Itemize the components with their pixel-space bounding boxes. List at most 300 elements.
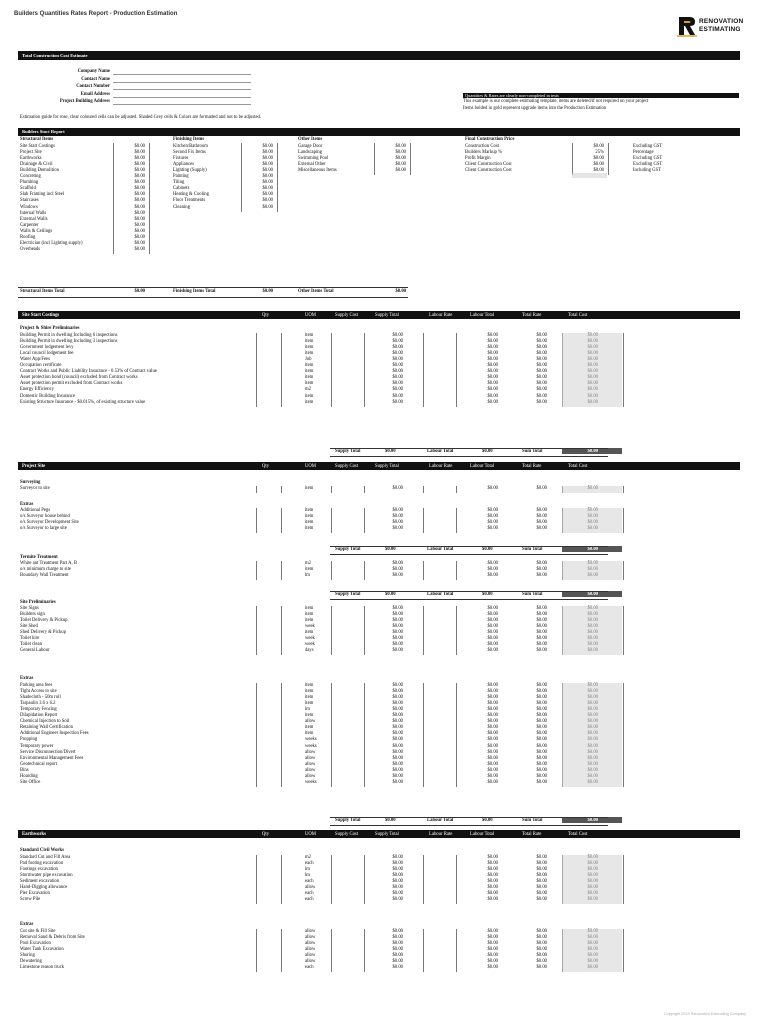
shaded-col [562,486,622,493]
summary-value[interactable]: $0.00 [134,144,145,149]
input-col[interactable] [331,683,365,787]
col-head-total_rate: Total Rate [522,312,542,318]
line-item: Shoring [20,953,35,959]
input-col[interactable] [423,683,457,787]
labour-total: $0.00 [487,935,498,941]
supply-total: $0.00 [392,737,403,743]
col-head-total_cost: Total Cost [568,312,588,318]
summary-value[interactable]: $0.00 [134,156,145,162]
line-uom[interactable]: days [305,648,314,654]
group-label: Termite Treatment [20,555,58,560]
total-rate: $0.00 [536,749,547,755]
line-uom[interactable]: allow [305,941,316,947]
sum-total-label: Sum Total [522,449,543,454]
summary-value[interactable]: $0.00 [134,174,145,180]
summary-value[interactable]: $0.00 [134,246,145,252]
client-field-input[interactable] [113,89,251,90]
labour-total: $0.00 [487,387,498,393]
line-item: Boundary Wall Treatment [20,573,69,579]
input-col[interactable] [256,561,282,580]
totals-row [330,448,608,457]
line-uom[interactable]: item [305,399,314,405]
total-rate: $0.00 [536,561,547,566]
line-uom[interactable]: item [305,333,314,338]
labour-total: $0.00 [487,381,498,387]
input-col[interactable] [331,929,365,972]
supply-total: $0.00 [392,743,403,749]
summary-value[interactable]: $0.00 [262,156,273,162]
col-head-qty: Qty [262,831,270,837]
summary-item: Plumbing [20,180,39,186]
line-uom[interactable]: each [305,897,314,903]
summary-value[interactable]: $0.00 [395,168,406,174]
supply-total: $0.00 [392,648,403,654]
line-item: Pool Excavation [20,941,51,947]
line-item: Standard Cut and Fill Area [20,855,71,860]
final-note: Excluding GST [633,156,663,162]
summary-value[interactable]: $0.00 [262,204,273,210]
summary-value[interactable]: $0.00 [262,144,273,149]
line-item: Energy Efficiency [20,387,55,393]
summary-value[interactable]: $0.00 [134,180,145,186]
supply-total: $0.00 [392,725,403,731]
col-head-total_cost: Total Cost [568,463,588,469]
supply-total: $0.00 [392,947,403,953]
total-rate: $0.00 [536,339,547,345]
col-head-uom: UOM [305,463,316,469]
supply-total-label: Supply Total [335,547,361,552]
supply-total: $0.00 [392,683,403,688]
col-head-qty: Qty [262,463,270,469]
line-uom[interactable]: item [305,486,314,491]
summary-value[interactable]: $0.00 [134,240,145,246]
input-col[interactable] [256,929,282,972]
client-field-input[interactable] [113,97,251,98]
summary-value[interactable]: $0.00 [593,168,604,174]
summary-item: Walls & Ceilings [20,228,53,234]
group-label: Extras [20,676,34,681]
sum-total-value: $0.00 [587,592,598,597]
supply-total-value: $0.00 [385,818,396,823]
labour-total: $0.00 [487,561,498,566]
line-uom[interactable]: item [305,630,314,636]
line-item: Site Office [20,779,41,785]
line-uom[interactable]: allow [305,749,316,755]
line-uom[interactable]: allow [305,959,316,965]
supply-total: $0.00 [392,929,403,934]
summary-value[interactable]: $0.00 [262,186,273,192]
input-col[interactable] [331,855,365,904]
line-uom[interactable]: item [305,725,314,731]
labour-total: $0.00 [487,526,498,532]
line-uom[interactable]: m2 [305,855,311,860]
line-uom[interactable]: item [305,731,314,737]
client-field-input[interactable] [113,82,251,83]
line-uom[interactable]: each [305,891,314,897]
total-rate: $0.00 [536,612,547,618]
total-rate: $0.00 [536,636,547,642]
labour-total: $0.00 [487,713,498,719]
line-uom[interactable]: item [305,514,314,520]
total-rate: $0.00 [536,773,547,779]
col-head-supply_cost: Supply Cost [335,463,359,469]
line-uom[interactable]: item [305,363,314,369]
input-col[interactable] [423,486,457,493]
supply-total: $0.00 [392,387,403,393]
line-uom[interactable]: item [305,567,314,573]
line-uom[interactable]: item [305,393,314,399]
value-box [113,143,150,254]
shaded-col [562,683,622,787]
line-item: Surveyor to site [20,486,50,491]
summary-item: Cabinets [173,186,190,192]
section-title: Earthworks [22,831,46,837]
total-rate: $0.00 [536,624,547,630]
line-uom[interactable]: item [305,381,314,387]
line-uom[interactable]: allow [305,953,316,959]
line-item: Existing Structure Insurance - $0.015%, of existing structure value [20,399,146,405]
input-col[interactable] [423,561,457,580]
col-head-qty: Qty [262,312,270,318]
line-uom[interactable]: m2 [305,387,311,393]
summary-value[interactable]: $0.00 [262,150,273,156]
summary-item: Appliances [173,162,195,168]
col-head-labour_rate: Labour Rate [429,463,453,469]
shaded-col [562,855,622,904]
input-col[interactable] [256,486,282,493]
summary-value[interactable]: $0.00 [262,180,273,186]
total-rate: $0.00 [536,941,547,947]
line-uom[interactable]: item [305,689,314,695]
total-rate: $0.00 [536,369,547,375]
section-title: Project Site [22,463,46,469]
labour-total: $0.00 [487,725,498,731]
value-box [374,143,411,175]
labour-total: $0.00 [487,755,498,761]
line-uom[interactable]: item [305,520,314,526]
input-col[interactable] [331,333,365,407]
summary-item: Staircases [20,198,39,204]
value-box [572,143,609,175]
total-rate: $0.00 [536,333,547,338]
line-uom[interactable]: item [305,508,314,513]
client-field-input[interactable] [113,74,251,75]
summary-value[interactable]: $0.00 [593,144,604,149]
summary-value[interactable]: $0.00 [134,186,145,192]
labour-total: $0.00 [487,767,498,773]
line-uom[interactable]: weeks [305,737,317,743]
line-uom[interactable]: item [305,701,314,707]
labour-total: $0.00 [487,683,498,688]
final-note: Percentage [633,150,654,156]
labour-total: $0.00 [487,731,498,737]
summary-bar: Builders Stoct Report [18,128,740,136]
total-rate: $0.00 [536,573,547,579]
summary-value[interactable]: $0.00 [134,192,145,198]
supply-total: $0.00 [392,339,403,345]
line-item: Pier Excavation [20,891,50,897]
client-field-input[interactable] [113,104,251,105]
summary-value[interactable]: $0.00 [134,204,145,210]
summary-item: Concreting [20,174,41,180]
sum-total-label: Sum Total [522,547,543,552]
total-rate: $0.00 [536,767,547,773]
supply-total: $0.00 [392,369,403,375]
summary-item: Tiling [173,180,185,186]
input-col[interactable] [423,333,457,407]
sum-total-value: $0.00 [587,547,598,552]
line-uom[interactable]: item [305,695,314,701]
labour-total: $0.00 [487,689,498,695]
line-uom[interactable]: item [305,713,314,719]
line-uom[interactable]: each [305,965,314,971]
line-uom[interactable]: item [305,345,314,351]
line-uom[interactable]: item [305,683,314,688]
total-rate: $0.00 [536,689,547,695]
summary-value[interactable]: $0.00 [262,174,273,180]
line-item: Environmental Management Fees [20,755,84,761]
labour-total: $0.00 [487,636,498,642]
summary-item: Electrician (incl Lighting supply) [20,240,83,246]
supply-total: $0.00 [392,713,403,719]
total-rate: $0.00 [536,351,547,357]
shaded-col [562,508,622,533]
summary-value[interactable]: $0.00 [395,144,406,149]
line-item: Building Permit in dwelling Including 3 inspections [20,339,118,345]
summary-value[interactable]: $0.00 [134,198,145,204]
client-field-label: Contact Number [76,84,110,90]
sum-total-label: Sum Total [522,592,543,597]
line-uom[interactable]: allow [305,767,316,773]
col-head-supply_total: Supply Total [375,312,399,318]
summary-value[interactable]: $0.00 [395,150,406,156]
shaded-col [562,561,622,580]
summary-value[interactable]: $0.00 [262,192,273,198]
totals-row [330,817,608,826]
summary-value[interactable]: $0.00 [395,162,406,168]
summary-item: Site Start Costings [20,144,55,149]
summary-value[interactable]: $0.00 [593,162,604,168]
input-col[interactable] [256,508,282,533]
summary-value[interactable]: $0.00 [262,168,273,174]
input-col[interactable] [331,606,365,655]
labour-total-label: Labour Total [427,818,454,823]
notice-text2: Items bolded in gold represent upgrade items into the Production Estimation [463,106,607,111]
summary-item: Client Construction Cost [465,162,512,168]
summary-value[interactable]: $0.00 [134,150,145,156]
sum-total-label: Sum Total [522,818,543,823]
line-uom[interactable]: item [305,375,314,381]
labour-total: $0.00 [487,861,498,867]
line-uom[interactable]: m2 [305,561,311,566]
summary-value[interactable]: $0.00 [134,216,145,222]
summary-value[interactable]: $0.00 [134,210,145,216]
summary-item: Internal Walls [20,210,47,216]
line-uom[interactable]: item [305,612,314,618]
total-rate: $0.00 [536,357,547,363]
summary-value[interactable]: $0.00 [134,162,145,168]
shaded-col [562,929,622,972]
labour-total: $0.00 [487,873,498,879]
line-uom[interactable]: allow [305,935,316,941]
shaded-col [562,606,622,655]
labour-total: $0.00 [487,953,498,959]
supply-total: $0.00 [392,612,403,618]
summary-item: Overheads [20,246,41,252]
summary-value[interactable]: $0.00 [262,198,273,204]
supply-total: $0.00 [392,719,403,725]
group-label: Surveying [20,480,41,485]
summary-col-head: Structural Items [20,137,54,142]
total-rate: $0.00 [536,731,547,737]
line-item: o/s Surveyor Development Site [20,520,79,526]
total-rate: $0.00 [536,508,547,513]
supply-total: $0.00 [392,701,403,707]
line-item: Tight Access to site [20,689,57,695]
logo [676,14,746,40]
summary-value[interactable]: $0.00 [134,234,145,240]
summary-total-label: Structural Items Total [20,289,65,294]
col-head-labour_rate: Labour Rate [429,831,453,837]
supply-total: $0.00 [392,573,403,579]
summary-value[interactable]: $0.00 [134,168,145,174]
line-uom[interactable]: item [305,606,314,611]
input-col[interactable] [256,683,282,787]
input-col[interactable] [423,606,457,655]
supply-total: $0.00 [392,855,403,860]
line-uom[interactable]: allow [305,947,316,953]
logo-mark-icon [676,14,698,38]
line-uom[interactable]: allow [305,773,316,779]
line-uom[interactable]: item [305,526,314,532]
summary-item: Floor Treatments [173,198,206,204]
labour-total: $0.00 [487,357,498,363]
line-item: Removal Sand & Debris from Site [20,935,85,941]
line-item: Local council lodgement fee [20,351,74,357]
final-note: Including GST [633,168,661,174]
line-item: Contract Works and Public Liability Insurance - 0.53% of Contract value [20,369,157,375]
summary-value[interactable]: $0.00 [134,222,145,228]
labour-total: $0.00 [487,642,498,648]
line-item: Temporary power [20,743,54,749]
labour-total: $0.00 [487,630,498,636]
line-uom[interactable]: week [305,624,315,630]
supply-total: $0.00 [392,873,403,879]
line-uom[interactable]: week [305,642,315,648]
labour-total: $0.00 [487,375,498,381]
line-uom[interactable]: item [305,369,314,375]
labour-total-label: Labour Total [427,592,454,597]
labour-total: $0.00 [487,612,498,618]
col-head-uom: UOM [305,831,316,837]
line-uom[interactable]: allow [305,719,316,725]
line-uom[interactable]: each [305,861,314,867]
line-item: Toilet hire [20,636,40,642]
line-uom[interactable]: Job [305,357,312,363]
input-col[interactable] [331,508,365,533]
line-item: Toilet clean [20,642,42,648]
total-rate: $0.00 [536,606,547,611]
summary-total-value: $0.00 [395,289,406,294]
line-uom[interactable]: lm [305,573,310,579]
summary-value[interactable]: 25% [595,150,604,156]
total-rate: $0.00 [536,879,547,885]
line-uom[interactable]: item [305,351,314,357]
col-head-supply_cost: Supply Cost [335,831,359,837]
supply-total: $0.00 [392,959,403,965]
input-col[interactable] [331,561,365,580]
line-uom[interactable]: item [305,339,314,345]
input-col[interactable] [256,333,282,407]
line-uom[interactable]: item [305,618,314,624]
col-head-total_rate: Total Rate [522,831,542,837]
summary-col-head: Final Construction Price [465,137,515,142]
line-uom[interactable]: weeks [305,779,317,785]
line-item: Pad footing excavation [20,861,64,867]
line-item: Sediment excavation [20,879,60,885]
line-uom[interactable]: lm [305,873,310,879]
supply-total: $0.00 [392,731,403,737]
supply-total: $0.00 [392,351,403,357]
input-col[interactable] [331,486,365,493]
summary-item: Client Construction Cost [465,168,512,174]
labour-total: $0.00 [487,855,498,860]
group-label: Extras [20,922,34,927]
total-rate: $0.00 [536,630,547,636]
summary-item: Construction Cost [465,144,499,149]
input-col[interactable] [423,929,457,972]
line-uom[interactable]: lm [305,707,310,713]
input-col[interactable] [423,508,457,533]
line-uom[interactable]: weeks [305,743,317,749]
line-uom[interactable]: allow [305,929,316,934]
supply-total: $0.00 [392,333,403,338]
line-uom[interactable]: allow [305,755,316,761]
input-col[interactable] [256,855,282,904]
input-col[interactable] [423,855,457,904]
total-rate: $0.00 [536,965,547,971]
line-uom[interactable]: allow [305,885,316,891]
summary-value[interactable]: $0.00 [262,162,273,168]
line-uom[interactable]: each [305,879,314,885]
line-item: Cut site & Fill Site [20,929,56,934]
total-rate: $0.00 [536,375,547,381]
line-uom[interactable]: allow [305,761,316,767]
summary-value[interactable]: $0.00 [395,156,406,162]
total-rate: $0.00 [536,947,547,953]
summary-value[interactable]: $0.00 [593,156,604,162]
supply-total: $0.00 [392,561,403,566]
labour-total: $0.00 [487,508,498,513]
total-rate: $0.00 [536,743,547,749]
labour-total: $0.00 [487,345,498,351]
labour-total-label: Labour Total [427,449,454,454]
summary-value[interactable]: $0.00 [134,228,145,234]
line-uom[interactable]: lm [305,867,310,873]
labour-total: $0.00 [487,761,498,767]
supply-total: $0.00 [392,953,403,959]
line-item: White ant Treatment Part A, B [20,561,78,566]
supply-total: $0.00 [392,642,403,648]
line-item: Hand-Digging allowance [20,885,68,891]
supply-total-label: Supply Total [335,592,361,597]
col-head-uom: UOM [305,312,316,318]
labour-total: $0.00 [487,618,498,624]
total-rate: $0.00 [536,486,547,491]
input-col[interactable] [256,606,282,655]
notice-title: Quantities & Rates are clearly non-completed in tests [463,93,739,98]
line-uom[interactable]: week [305,636,315,642]
